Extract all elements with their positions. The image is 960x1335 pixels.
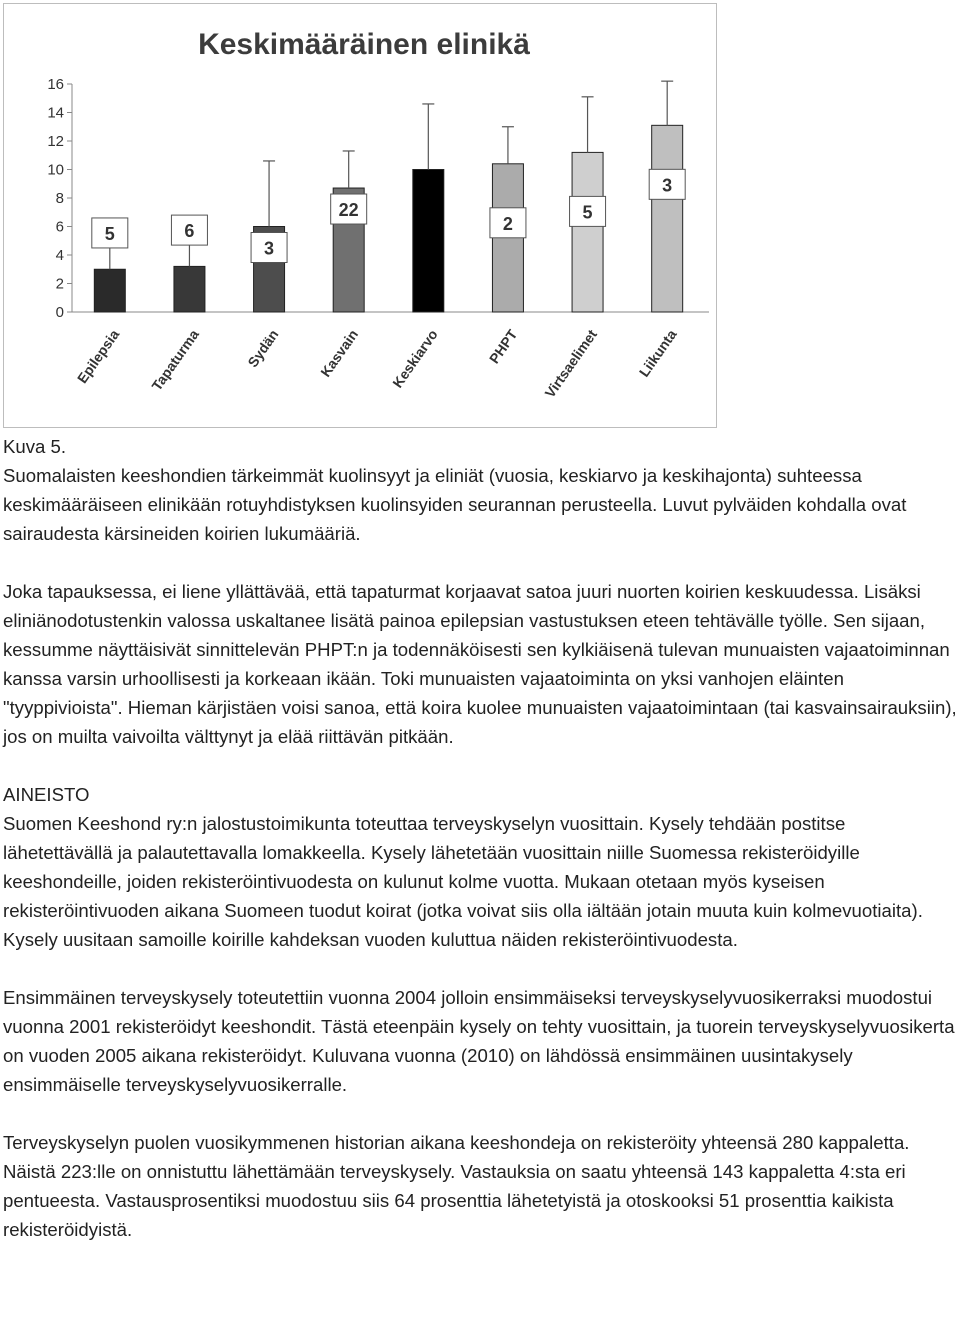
count-label: 5 — [104, 223, 115, 244]
y-tick-label: 10 — [47, 161, 64, 179]
y-tick-label: 14 — [47, 104, 64, 122]
material-paragraph: Suomen Keeshond ry:n jalostustoimikunta toteuttaa terveyskyselyn vuosittain. Kysely tehdään postitse lähetettävällä ja palautettavalla lomakkeella. Kysely lähetetään vuosittain niille Suomessa rekisteröidyille keeshondeille, joiden rekisteröintivuodesta on kulunut kolme vuotta. Mukaan otetaan myös kyseisen rekisteröintivuoden aikana Suomeen tuodut koirat (jotka voivat siis olla iältään jotain muuta kuin kolmevuotiaita). Kysely uusitaan samoille koirille kahdeksan vuoden kuluttua näiden rekisteröintivuodesta. — [3, 813, 923, 950]
y-tick-label: 16 — [47, 76, 64, 93]
category-label: Keskiarvo — [389, 326, 441, 391]
category-label: Sydän — [244, 326, 282, 371]
y-tick-label: 6 — [55, 218, 64, 236]
bar-epilepsia — [94, 269, 125, 312]
y-tick-label: 0 — [55, 304, 64, 321]
history-paragraph: Ensimmäinen terveyskysely toteutettiin vuonna 2004 jolloin ensimmäiseksi terveyskyselyvuosikerraksi muodostui vuonna 2001 rekisteröidyt keeshondit. Tästä eteenpäin kysely on tehty vuosittain, ja tuorein terveyskyselyvuosikerta on vuoden 2005 aikana rekisteröidyt. Kuluvana vuonna (2010) on lähdössä ensimmäinen uusintakysely ensimmäiselle terveyskyselyvuosikerralle. — [3, 987, 955, 1095]
y-tick-label: 8 — [55, 190, 64, 207]
category-label: Tapaturma — [148, 326, 202, 394]
analysis-paragraph: Joka tapauksessa, ei liene yllättävää, että tapaturmat korjaavat satoa juuri nuorten koirien keskuudessa. Lisäksi eliniänodotustenkin valossa uskaltanee lisätä painoa epilepsian vastustuksen eteen tehtävälle työlle. Sen sijaan, kessumme näyttäisivät sinnittelevän PHPT:n ja todennäköisesti sen kylkiäisenä tulevan munuaisten vajaatoiminnan kanssa varsin urhoollisesti ja korkeaan ikään. Toki munuaisten vajaatoiminta on yksi vanhojen eläinten "tyyppivioista". Hieman kärjistäen voisi sanoa, että koira kuolee munuaisten vajaatoimintaan (tai kasvainsairauksiin), jos on muilta vaivoilta välttynyt ja elää riittävän pitkään. — [3, 581, 957, 747]
category-label: Liikunta — [635, 326, 680, 380]
y-tick-label: 4 — [55, 247, 64, 264]
category-label: PHPT — [485, 326, 521, 367]
bar-keskiarvo — [413, 170, 444, 313]
count-label: 22 — [338, 200, 359, 221]
figure-caption-text: Suomalaisten keeshondien tärkeimmät kuolinsyyt ja eliniät (vuosia, keskiarvo ja keskihajonta) suhteessa keskimääräiseen elinikään rotuyhdistyksen kuolinsyiden seurannan perusteella. Luvut pylväiden kohdalla ovat sairaudesta kärsineiden koirien lukumääriä. — [3, 465, 907, 544]
bar-virtsaelimet — [572, 152, 603, 312]
chart-frame — [3, 3, 717, 428]
chart-title: Keskimääräinen elinikä — [198, 28, 530, 61]
count-label: 3 — [264, 238, 275, 259]
count-label: 3 — [662, 175, 673, 196]
count-label: 6 — [184, 221, 195, 242]
y-tick-label: 2 — [55, 275, 64, 293]
statistics-paragraph: Terveyskyselyn puolen vuosikymmenen historian aikana keeshondeja on rekisteröity yhteensä 280 kappaletta. Näistä 223:lle on onnistuttu lähettämään terveyskysely. Vastauksia on saatu yhteensä 143 kappaletta 4:sta eri pentueesta. Vastausprosentiksi muodostuu siis 64 prosenttia lähetetyistä ja otoskooksi 51 prosenttia kaikista rekisteröidyistä. — [3, 1132, 910, 1240]
category-label: Kasvain — [317, 326, 362, 380]
category-label: Epilepsia — [73, 326, 123, 387]
category-label: Virtsaelimet — [541, 326, 601, 401]
y-tick-label: 12 — [47, 133, 64, 150]
bar-tapaturma — [174, 266, 205, 312]
bar-liikunta — [652, 125, 683, 312]
section-heading: AINEISTO — [3, 784, 90, 805]
figure-caption-label: Kuva 5. — [3, 436, 67, 457]
bar-chart — [4, 4, 718, 429]
count-label: 5 — [582, 202, 593, 223]
count-label: 2 — [502, 213, 513, 234]
document-body — [3, 432, 958, 1244]
